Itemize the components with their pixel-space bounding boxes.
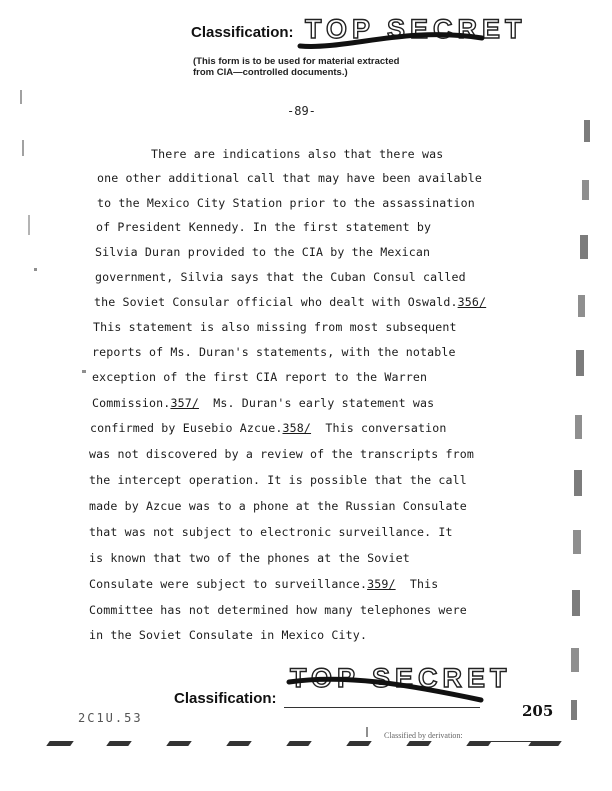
sheet-id: 2C1U.53 (78, 711, 143, 725)
body-line-10: exception of the first CIA report to the Warren (92, 370, 428, 384)
scan-dash-mark (346, 741, 372, 746)
page-number: -89- (287, 104, 316, 118)
scan-edge-smudge (574, 470, 582, 496)
scan-dash-mark (166, 741, 192, 746)
instructions-line-2: from CIA—controlled documents.) (193, 67, 348, 78)
body-line-14: the intercept operation. It is possible that the call (89, 473, 467, 487)
scan-dash-mark (286, 741, 312, 746)
scan-edge-smudge (584, 120, 590, 142)
scan-edge-smudge (575, 415, 582, 439)
footnote-359: 359/ (367, 577, 396, 591)
scan-edge-smudge (580, 235, 588, 259)
body-line-18 (89, 577, 438, 591)
footer-classification-label: Classification: (174, 690, 277, 707)
scan-edge-smudge (576, 350, 584, 376)
footer-classification-underline (284, 707, 480, 708)
instructions-line-1: (This form is to be used for material extracted (193, 56, 400, 67)
document-number: 205 (522, 702, 554, 720)
body-line-12 (90, 421, 447, 435)
body-line-12-text-a: confirmed by Eusebio Azcue. (90, 421, 283, 435)
header-classification-label: Classification: (191, 24, 294, 41)
scan-edge-mark (366, 727, 368, 737)
footer-top-secret-stamp: TOP SECRET (290, 663, 512, 693)
scan-edge-mark (34, 268, 37, 271)
body-line-19: Committee has not determined how many telephones were (89, 603, 467, 617)
footnote-356: 356/ (457, 295, 487, 309)
body-line-11 (92, 396, 434, 410)
body-line-16: that was not subject to electronic surveillance. It (89, 525, 453, 539)
body-line-7 (94, 295, 486, 309)
footer-stamp-strikethrough (285, 664, 485, 708)
body-line-18-text-b: This (409, 577, 439, 591)
body-line-2: one other additional call that may have been available (97, 171, 483, 185)
body-line-17: is known that two of the phones at the Soviet (89, 551, 410, 565)
body-line-13: was not discovered by a review of the transcripts from (89, 447, 475, 461)
scan-dash-mark (46, 741, 74, 746)
scan-edge-mark (28, 215, 30, 235)
body-line-1: There are indications also that there was (151, 147, 444, 161)
body-line-9: reports of Ms. Duran's statements, with the notable (92, 345, 456, 359)
header-top-secret-stamp: TOP SECRET (305, 14, 527, 44)
body-line-18-text-a: Consulate were subject to surveillance. (89, 577, 368, 591)
scan-edge-smudge (572, 590, 580, 616)
scan-edge-mark (22, 140, 24, 156)
scan-edge-mark (20, 90, 22, 104)
scan-edge-smudge (571, 648, 579, 672)
body-line-12-text-b: This conversation (325, 421, 447, 435)
scan-dash-mark (528, 741, 562, 746)
body-line-4: of President Kennedy. In the first statement by (96, 220, 432, 234)
body-line-11-text-b: Ms. Duran's early statement was (213, 396, 435, 410)
body-line-15: made by Azcue was to a phone at the Russian Consulate (89, 499, 467, 513)
scan-edge-mark (82, 370, 86, 373)
body-line-7-text: the Soviet Consular official who dealt with Oswald. (94, 295, 458, 309)
scan-dash-mark (406, 741, 432, 746)
body-line-20: in the Soviet Consulate in Mexico City. (89, 628, 368, 642)
scan-edge-smudge (571, 700, 577, 720)
body-line-8: This statement is also missing from most subsequent (93, 320, 457, 334)
body-line-5: Silvia Duran provided to the CIA by the Mexican (95, 245, 431, 259)
scan-edge-smudge (578, 295, 585, 317)
scan-edge-smudge (582, 180, 589, 200)
scan-edge-smudge (573, 530, 581, 554)
body-line-11-text-a: Commission. (92, 396, 171, 410)
classified-by-label: Classified by derivation: (384, 731, 463, 740)
footnote-358: 358/ (282, 421, 312, 435)
body-line-6: government, Silvia says that the Cuban Consul called (95, 270, 466, 284)
header-stamp-strikethrough (296, 16, 486, 56)
body-line-3: to the Mexico City Station prior to the assassination (97, 196, 475, 210)
scan-dash-mark (466, 741, 492, 746)
scan-dash-mark (106, 741, 132, 746)
footnote-357: 357/ (170, 396, 199, 410)
scan-dash-mark (226, 741, 252, 746)
